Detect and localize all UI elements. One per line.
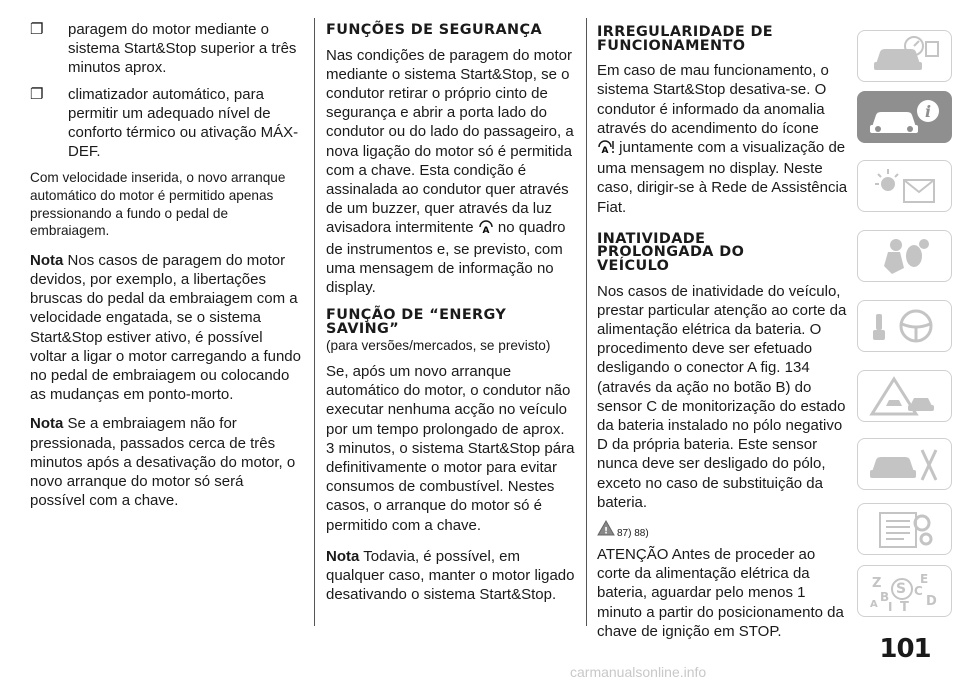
technical-data-icon — [866, 509, 944, 549]
bullet-item — [30, 20, 302, 78]
paragraph-text: Em caso de mau funcionamento, o sistema Start&Stop desativa-se. O condutor é informado da anomalia através do acendimento do ícone — [597, 62, 829, 137]
warning-triangle-icon — [597, 520, 615, 539]
heading-line: FUNCIONAMENTO — [597, 37, 746, 54]
tab-warning-lights[interactable] — [857, 160, 952, 212]
heading-line: FUNÇÃO DE “ENERGY — [326, 307, 507, 324]
tab-steering-wheel-key[interactable] — [857, 300, 952, 352]
car-dashboard-icon — [866, 36, 944, 76]
index-alphabet-icon — [866, 571, 944, 613]
note-text: Todavia, é possível, em qualquer caso, manter o motor ligado desativando o sistema Start&Stop. — [326, 547, 575, 604]
section-heading — [597, 26, 849, 53]
paragraph: Com velocidade inserida, o novo arranque automático do motor é permitido apenas pressionando a fundo o pedal de embraiagem. — [30, 170, 286, 239]
bullet-item — [30, 85, 302, 162]
paragraph: ATENÇÃO Antes de proceder ao corte da alimentação elétrica da bateria, aguardar pelo menos 1 minuto a partir do posicionamento da chave de ignição em STOP. — [597, 546, 844, 640]
tab-car-dashboard[interactable] — [857, 30, 952, 82]
note-paragraph — [30, 251, 302, 405]
index-letter: S — [896, 581, 907, 597]
paragraph-text: no quadro de instrumentos e, se previsto, com uma mensagem de informação no display. — [326, 219, 566, 297]
index-letter: I — [888, 600, 893, 613]
column-left — [30, 20, 302, 510]
paragraph: Nos casos de inatividade do veículo, prestar particular atenção ao corte da alimentação elétrica da bateria. O procedimento deve ser efetuado desligando o conector A fig. 134 (através da ação no botão B) do sensor C de monitorização do estado da bateria instalado no pólo negativo D da própria bateria. Este sensor nunca deve ser desligado do pólo, exceto no caso de substituição da bateria. — [597, 282, 847, 511]
note-label: Nota — [30, 415, 64, 433]
heading-line: SAVING” — [326, 320, 400, 337]
index-letter: C — [914, 584, 923, 598]
paragraph — [326, 46, 576, 298]
index-letter: Z — [872, 576, 882, 591]
note-label: Nota — [326, 547, 360, 565]
bullet-text: paragem do motor mediante o sistema Start&Stop superior a três minutos aprox. — [68, 21, 297, 77]
heading-line: IRREGULARIDADE DE — [597, 24, 774, 40]
paragraph-text: Nas condições de paragem do motor mediante o sistema Start&Stop, se o condutor retirar o próprio cinto de segurança e abrir a porta lado do condutor ou do lado do passageiro, a nova ligação do motor só é permitida com a chave. Esta condição é assinalada ao condutor quer através de um buzzer, quer através da luz avisadora intermitente — [326, 46, 574, 237]
index-letter: B — [880, 590, 890, 604]
bullet-box-icon: ❐ — [30, 85, 44, 103]
section-heading — [326, 309, 576, 336]
warning-lights-icon — [866, 166, 944, 206]
heading-line: INATIVIDADE — [597, 230, 706, 247]
svg-text:i: i — [924, 102, 932, 121]
paragraph-text: juntamente com a visualização de uma mensagem no display. Neste caso, dirigir-se à Rede de Assistência Fiat. — [597, 139, 848, 216]
car-info-icon — [866, 97, 944, 137]
svg-text:!: ! — [603, 526, 609, 537]
paragraph — [597, 61, 849, 217]
heading-line: PROLONGADA DO — [597, 244, 745, 261]
warning-refs: 87) 88) — [617, 528, 649, 540]
car-tools-icon — [866, 444, 944, 484]
bullet-box-icon: ❐ — [30, 21, 44, 38]
index-letter: D — [926, 594, 937, 609]
column-divider — [586, 18, 587, 626]
note-paragraph — [326, 547, 576, 605]
tab-car-tools[interactable] — [857, 438, 952, 490]
column-right — [597, 20, 849, 641]
note-text: Se a embraiagem não for pressionada, passados cerca de três minutos após a desativação do motor, o novo arranque do motor só será possível com a chave. — [30, 415, 296, 510]
column-divider — [314, 18, 315, 626]
bullet-text: climatizador automático, para permitir um adequado nível de conforto térmico ou ativação MÁX-DEF. — [68, 85, 299, 161]
tab-car-info[interactable] — [857, 91, 952, 143]
start-stop-fault-icon — [597, 140, 615, 159]
warning-reference — [597, 520, 849, 539]
section-heading: FUNÇÕES DE SEGURANÇA — [326, 22, 542, 38]
heading-subtitle: (para versões/mercados, se previsto) — [326, 338, 551, 354]
tab-airbag-seat[interactable] — [857, 230, 952, 282]
tab-technical-data[interactable] — [857, 503, 952, 555]
paragraph: Se, após um novo arranque automático do motor, o condutor não executar nenhuma acção no veículo por um tempo prolongado de aprox. 3 minutos, o sistema Start&Stop pára definitivamente o motor para evitar consumos de combustível. Nestes casos, o arranque do motor só é permitido com a chave. — [326, 363, 575, 534]
svg-text:A: A — [601, 146, 609, 154]
page-number: 101 — [879, 634, 931, 664]
note-paragraph — [30, 414, 302, 510]
index-letter: T — [900, 600, 909, 613]
index-letter: E — [920, 572, 929, 586]
tab-warning-triangle-car[interactable] — [857, 370, 952, 422]
note-label: Nota — [30, 251, 64, 269]
note-text: Nos casos de paragem do motor devidos, por exemplo, a libertações bruscas do pedal da embraiagem com a velocidade engatada, se o sistema Start&Stop estiver ativo, é possível voltar a ligar o motor carregando a fundo no pedal de embraiagem ou colocando as mudanças em ponto-morto. — [30, 251, 301, 404]
section-heading — [597, 230, 849, 274]
heading-line: VEÍCULO — [597, 258, 670, 274]
airbag-seat-icon — [866, 236, 944, 276]
warning-triangle-car-icon — [866, 376, 944, 416]
watermark: carmanualsonline.info — [570, 664, 707, 680]
key-warning-icon — [478, 220, 494, 239]
column-middle — [326, 20, 576, 604]
steering-wheel-key-icon — [866, 306, 944, 346]
tab-index[interactable] — [857, 565, 952, 617]
svg-text:A: A — [482, 226, 490, 235]
index-letter: A — [870, 599, 878, 610]
